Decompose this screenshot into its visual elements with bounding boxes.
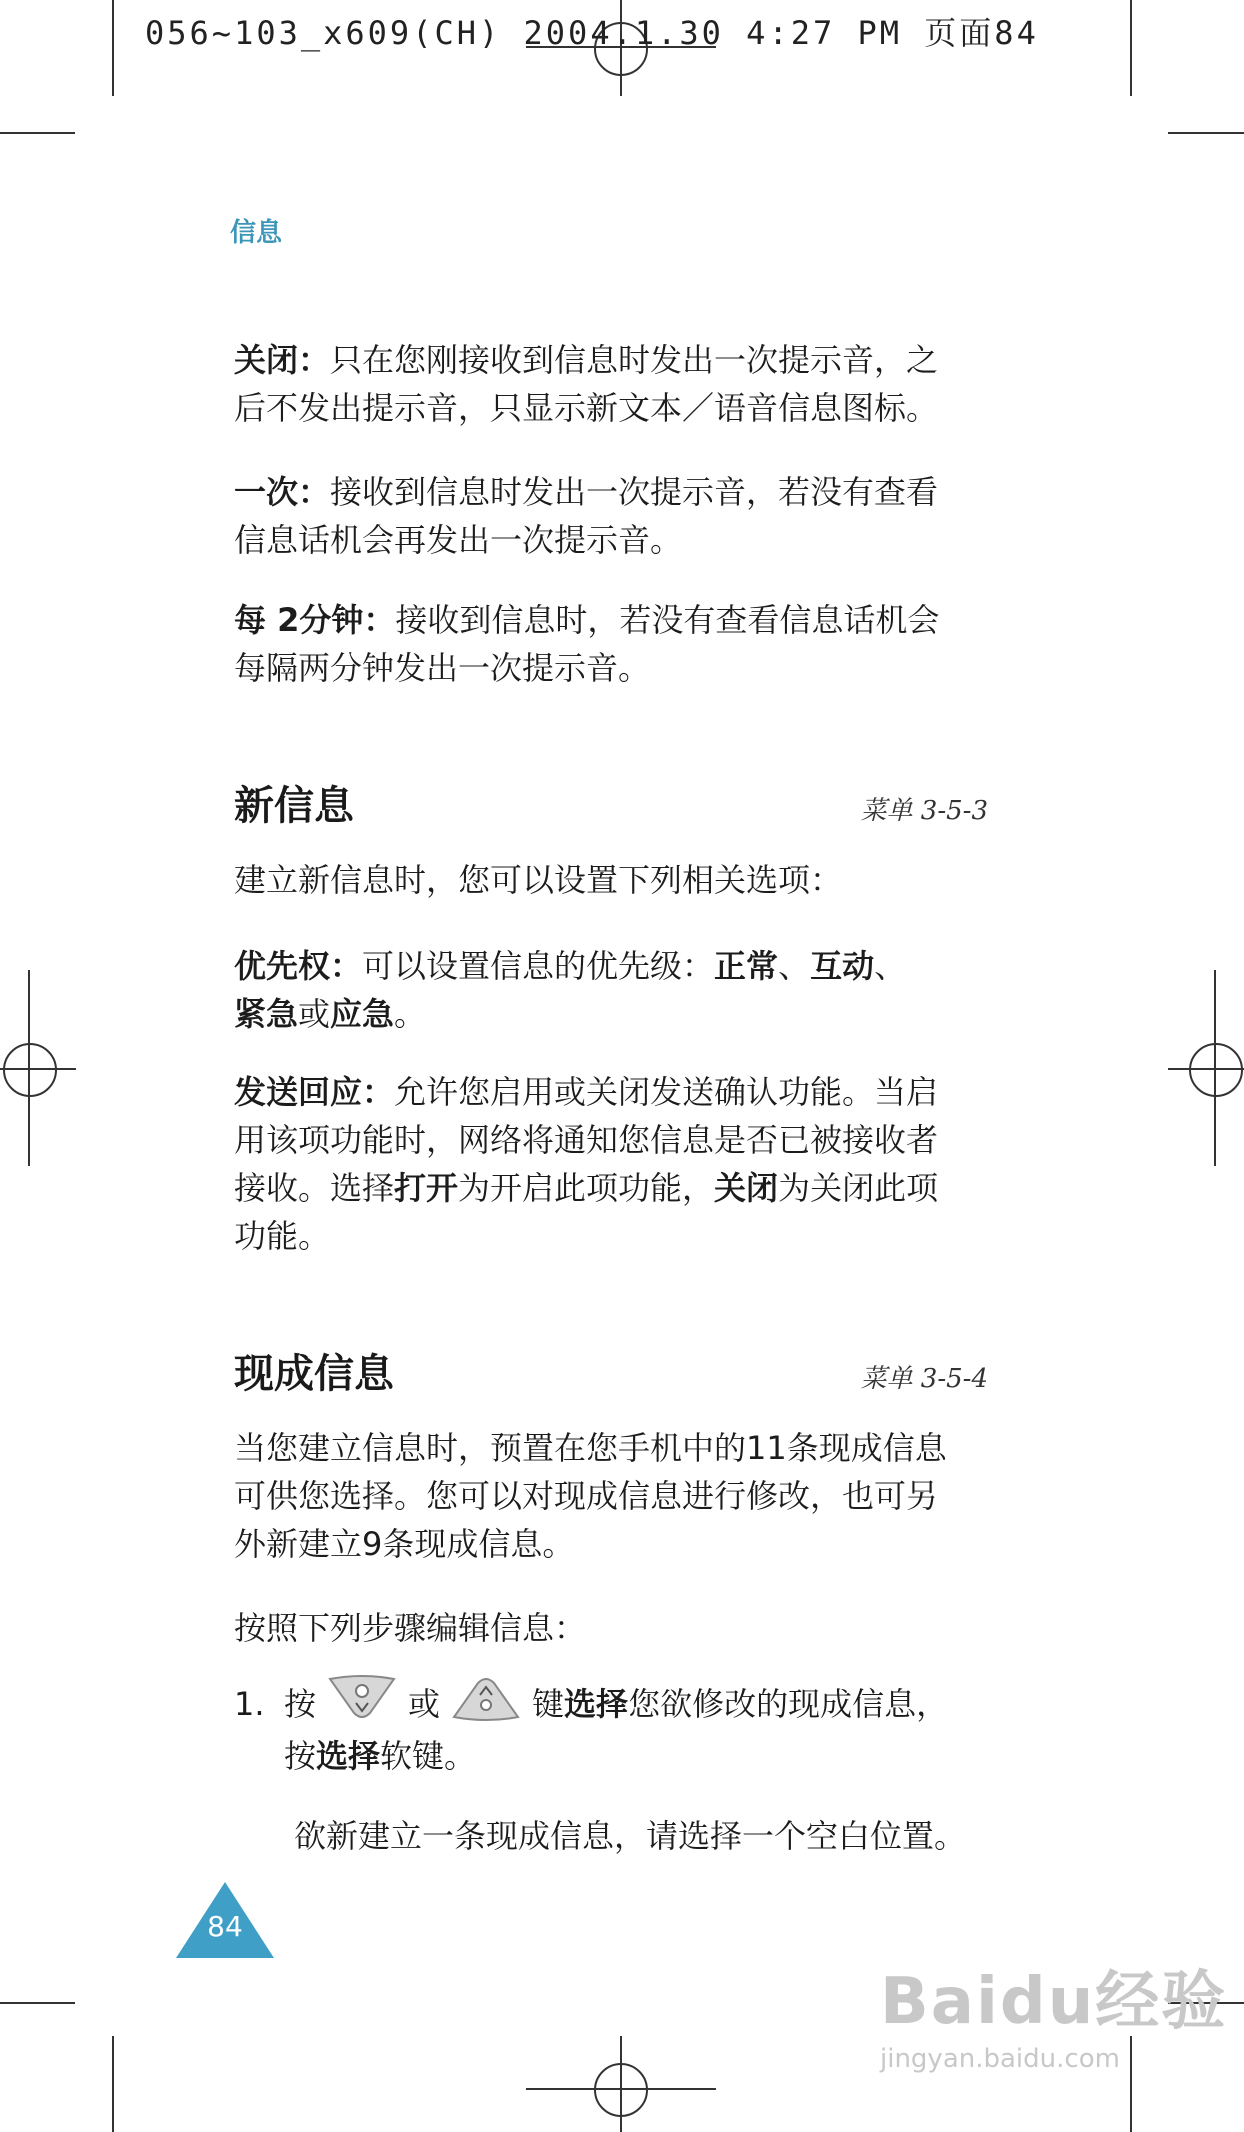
crop-mark: [0, 132, 75, 134]
period: 。: [394, 995, 427, 1033]
option-close: [234, 336, 994, 432]
value-urgent: 紧急: [234, 995, 299, 1033]
desc: 接收到信息时，若没有查看信息话机会: [395, 601, 940, 639]
value-interactive: 互动: [810, 947, 875, 985]
step-1-note: 欲新建立一条现成信息，请选择一个空白位置。: [294, 1817, 967, 1855]
desc: 后不发出提示音，只显示新文本／语音信息图标。: [234, 389, 939, 427]
value-off: 关闭: [714, 1169, 779, 1207]
desc: 外新建立9条现成信息。: [234, 1525, 575, 1563]
desc: 可供您选择。您可以对现成信息进行修改，也可另: [234, 1477, 939, 1515]
step-1: [234, 1676, 1034, 1780]
term: 优先权：: [234, 947, 363, 985]
value-emergency: 应急: [330, 995, 395, 1033]
desc: 当您建立信息时，预置在您手机中的11条现成信息: [234, 1429, 947, 1467]
desc: 按: [284, 1737, 317, 1775]
desc: 按: [284, 1685, 317, 1723]
softkey-select: 选择: [564, 1685, 629, 1723]
nav-down-key-icon: [326, 1673, 398, 1736]
crop-mark: [1130, 0, 1132, 96]
option-every-2-min: [234, 596, 994, 692]
conjunction: 或: [298, 995, 331, 1033]
separator: 、: [778, 947, 811, 985]
step-number: 1.: [234, 1685, 265, 1723]
term: 关闭：: [234, 341, 331, 379]
desc: 功能。: [234, 1217, 331, 1255]
heading-preset-messages: 现成信息: [234, 1351, 394, 1397]
separator: 、: [874, 947, 907, 985]
crop-mark: [112, 0, 114, 96]
crop-mark: [112, 2036, 114, 2132]
desc: 每隔两分钟发出一次提示音。: [234, 649, 651, 687]
option-priority: [234, 942, 994, 1038]
steps-intro: 按照下列步骤编辑信息：: [234, 1609, 587, 1647]
desc: 为关闭此项: [778, 1169, 939, 1207]
registration-circle: [1189, 1043, 1243, 1097]
menu-ref: 菜单 3-5-4: [860, 1364, 988, 1394]
desc: 软键。: [380, 1737, 477, 1775]
option-delivery-report: [234, 1068, 994, 1260]
term: 每 2分钟：: [234, 601, 396, 639]
desc: 只在您刚接收到信息时发出一次提示音，之: [330, 341, 939, 379]
desc: 用该项功能时，网络将通知您信息是否已被接收者: [234, 1121, 939, 1159]
heading-new-message: 新信息: [234, 783, 354, 829]
watermark-logo: Baidu经验: [880, 1965, 1228, 2039]
desc: 接收。选择: [234, 1169, 395, 1207]
new-message-intro: 建立新信息时，您可以设置下列相关选项：: [234, 861, 843, 899]
registration-circle: [594, 2063, 648, 2117]
desc: 您欲修改的现成信息，: [628, 1685, 949, 1723]
menu-ref: 菜单 3-5-3: [860, 796, 988, 826]
desc: 可以设置信息的优先级：: [362, 947, 715, 985]
value-normal: 正常: [714, 947, 779, 985]
watermark-url: jingyan.baidu.com: [880, 2044, 1120, 2074]
page-number: 84: [207, 1910, 243, 1943]
desc: 信息话机会再发出一次提示音。: [234, 521, 683, 559]
desc: 接收到信息时发出一次提示音，若没有查看: [330, 473, 939, 511]
preset-intro: [234, 1424, 994, 1568]
nav-up-key-icon: [450, 1673, 522, 1736]
value-on: 打开: [394, 1169, 459, 1207]
term: 一次：: [234, 473, 331, 511]
registration-circle: [3, 1043, 57, 1097]
desc: 为开启此项功能，: [458, 1169, 715, 1207]
section-tag: 信息: [230, 218, 283, 248]
crop-mark: [0, 2002, 75, 2004]
conjunction: 或: [408, 1685, 441, 1723]
desc: 允许您启用或关闭发送确认功能。当启: [394, 1073, 939, 1111]
print-slug: 056~103_x609(CH) 2004.1.30 4:27 PM 页面84: [145, 14, 1039, 52]
watermark: [880, 1950, 1227, 2074]
term: 发送回应：: [234, 1073, 395, 1111]
crop-mark: [1168, 132, 1244, 134]
desc: 键: [532, 1685, 565, 1723]
option-once: [234, 468, 994, 564]
softkey-select: 选择: [316, 1737, 381, 1775]
